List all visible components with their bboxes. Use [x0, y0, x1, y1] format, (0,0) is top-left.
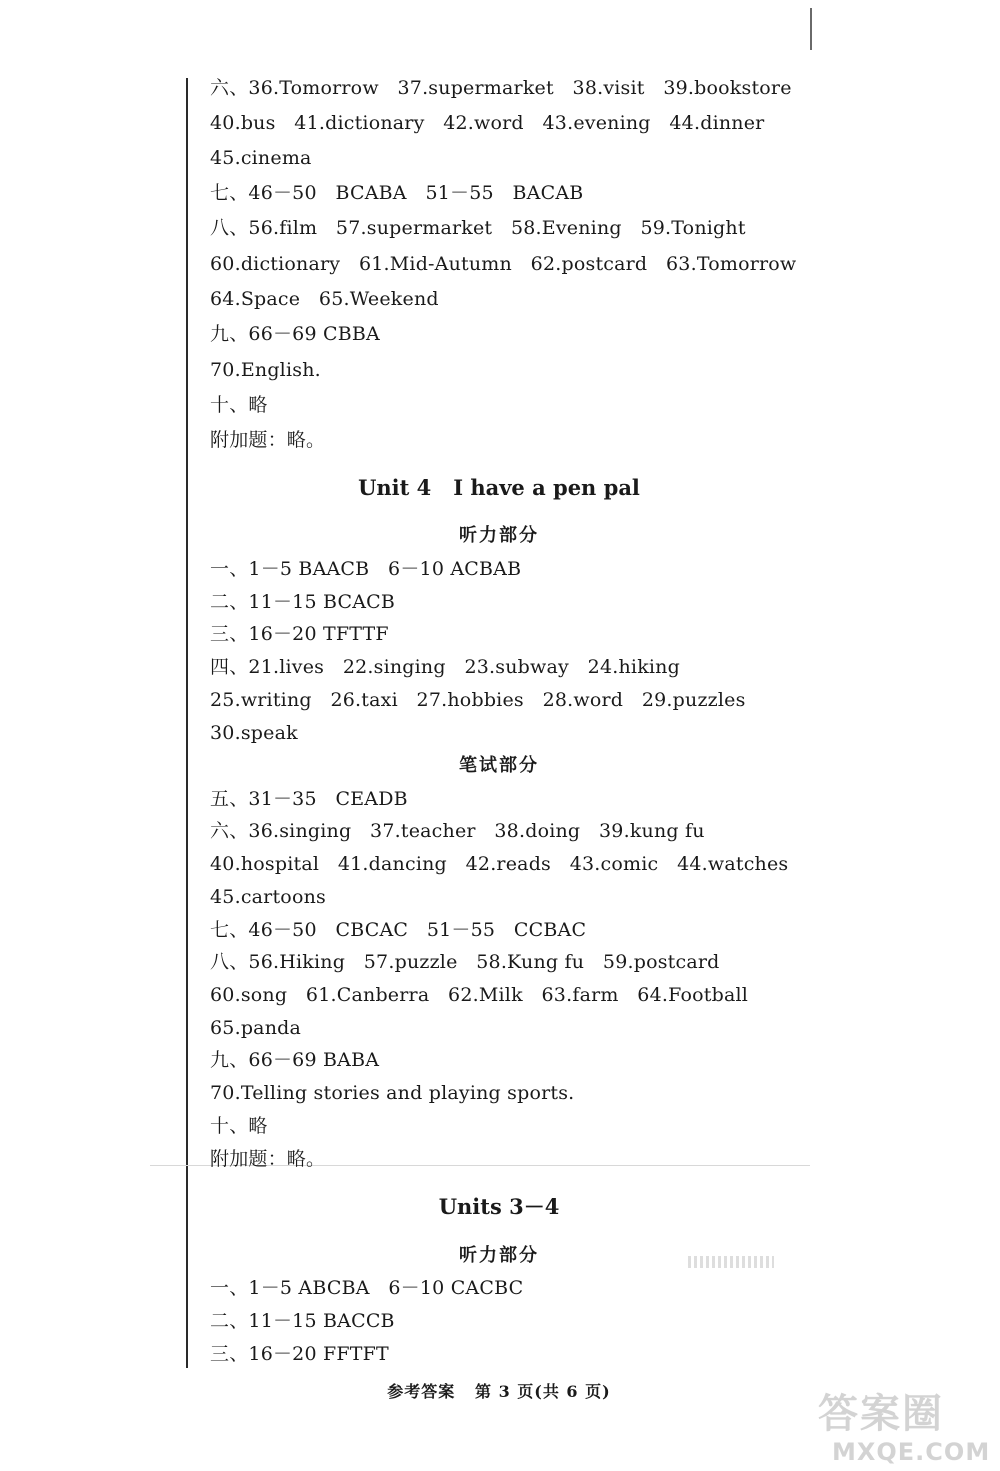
answer-line: 三、16－20 TFTTF	[210, 623, 389, 645]
answer-line: 二、11－15 BCACB	[210, 591, 396, 613]
answer-line: 三、16－20 FFTFT	[210, 1343, 389, 1365]
answer-line: 七、46－50 CBCAC 51－55 CCBAC	[210, 919, 587, 941]
answer-line: 65.panda	[210, 1017, 302, 1039]
answer-line: 四、21.lives 22.singing 23.subway 24.hiking	[210, 656, 680, 678]
top-right-rule	[810, 8, 812, 50]
answer-line: 八、56.Hiking 57.puzzle 58.Kung fu 59.postcard	[210, 951, 720, 973]
answer-line: 七、46－50 BCABA 51－55 BACAB	[210, 182, 584, 204]
answer-line: 45.cinema	[210, 147, 312, 169]
answer-line: 二、11－15 BACCB	[210, 1310, 395, 1332]
answer-line: 70.English.	[210, 359, 321, 381]
answer-line: 30.speak	[210, 722, 298, 744]
units34-title: Units 3－4	[438, 1194, 560, 1219]
answer-line: 六、36.Tomorrow 37.supermarket 38.visit 39.bookstore	[210, 77, 792, 99]
answer-line: 40.hospital 41.dancing 42.reads 43.comic 44.watches	[210, 853, 789, 875]
unit4-written-heading: 笔试部分	[459, 755, 539, 776]
watermark	[818, 1392, 996, 1468]
watermark-site-text: MXQE.COM	[832, 1438, 991, 1466]
answer-line: 十、略	[210, 1115, 268, 1137]
answer-line: 64.Space 65.Weekend	[210, 288, 439, 310]
answer-line: 附加题：略。	[210, 429, 326, 451]
answer-line: 45.cartoons	[210, 886, 326, 908]
left-margin-rule	[186, 78, 188, 1368]
answer-line: 五、31－35 CEADB	[210, 788, 408, 810]
page-footer: 参考答案 第 3 页(共 6 页)	[387, 1382, 611, 1401]
answer-line: 六、36.singing 37.teacher 38.doing 39.kung fu	[210, 820, 705, 842]
unit4-listening-heading: 听力部分	[459, 525, 539, 546]
answer-line: 九、66－69 CBBA	[210, 323, 380, 345]
unit4-title: Unit 4 I have a pen pal	[358, 475, 640, 500]
answer-line: 25.writing 26.taxi 27.hobbies 28.word 29.puzzles	[210, 689, 746, 711]
answer-line: 60.song 61.Canberra 62.Milk 63.farm 64.Football	[210, 984, 749, 1006]
answer-line: 70.Telling stories and playing sports.	[210, 1082, 575, 1104]
answer-line: 一、1－5 ABCBA 6－10 CACBC	[210, 1277, 524, 1299]
watermark-logo: 答案圈	[818, 1391, 944, 1437]
answer-line: 附加题：略。	[210, 1148, 326, 1170]
answer-line: 九、66－69 BABA	[210, 1049, 380, 1071]
answer-line: 八、56.film 57.supermarket 58.Evening 59.Tonight	[210, 217, 746, 239]
answer-line: 一、1－5 BAACB 6－10 ACBAB	[210, 558, 522, 580]
units34-listening-heading: 听力部分	[459, 1245, 539, 1266]
answer-line: 十、略	[210, 394, 268, 416]
answer-line: 60.dictionary 61.Mid-Autumn 62.postcard 63.Tomorrow	[210, 253, 797, 275]
answer-line: 40.bus 41.dictionary 42.word 43.evening 44.dinner	[210, 112, 765, 134]
